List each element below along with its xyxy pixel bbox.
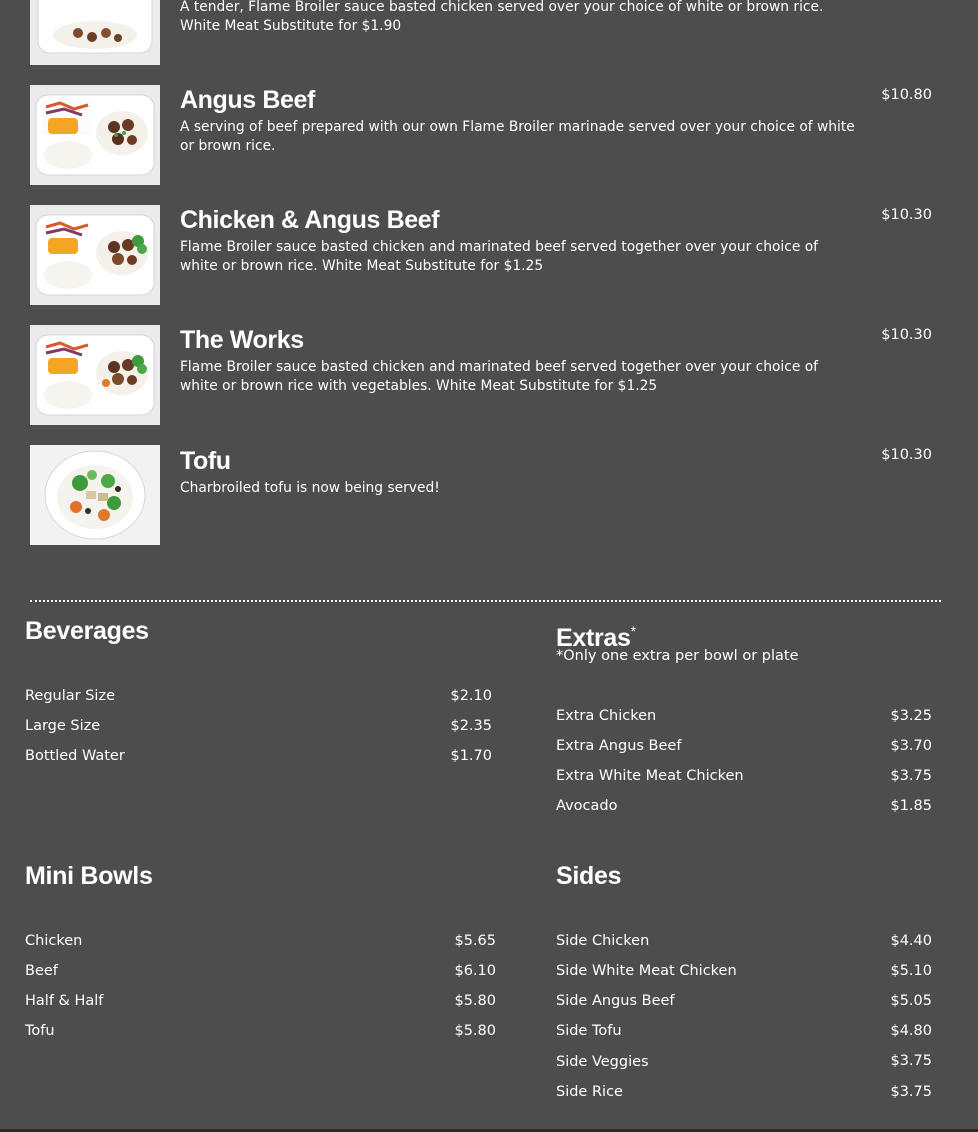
section-divider <box>30 600 941 602</box>
item-description: A tender, Flame Broiler sauce basted chicken served over your choice of white or brown rice. White Meat Substitute for $1.90 <box>180 0 824 34</box>
list-item-name: Side Angus Beef <box>556 993 675 1009</box>
list-item-name: Avocado <box>556 798 618 814</box>
list-item-price: $4.80 <box>890 1023 932 1039</box>
item-price: $10.80 <box>881 87 932 103</box>
list-item-price: $3.75 <box>890 768 932 784</box>
list-item-price: $5.80 <box>454 993 496 1009</box>
list-item-price: $4.40 <box>890 933 932 949</box>
item-title: Angus Beef <box>180 86 315 114</box>
item-description: Flame Broiler sauce basted chicken and marinated beef served together over your choice of white or brown rice. White Meat Substitute for $1.25 <box>180 239 819 274</box>
list-item-name: Tofu <box>25 1023 55 1039</box>
plate-chicken-photo[interactable] <box>30 0 160 65</box>
item-description: Flame Broiler sauce basted chicken and marinated beef served together over your choice of white or brown rice with vegetables. White Meat Substitute for $1.25 <box>180 359 819 394</box>
section-title-text: Extras <box>556 624 631 652</box>
section-note: *Only one extra per bowl or plate <box>556 648 799 664</box>
list-item-price: $2.35 <box>450 718 492 734</box>
list-item-name: Extra Chicken <box>556 708 657 724</box>
section-title: Beverages <box>25 617 149 645</box>
list-item-price: $5.80 <box>454 1023 496 1039</box>
list-item-price: $2.10 <box>450 688 492 704</box>
list-item-name: Extra Angus Beef <box>556 738 682 754</box>
list-item-name: Chicken <box>25 933 83 949</box>
list-item-name: Side White Meat Chicken <box>556 963 737 979</box>
list-item-name: Side Veggies <box>556 1054 649 1070</box>
item-title: Tofu <box>180 447 231 475</box>
list-item-price: $3.25 <box>890 708 932 724</box>
item-title: Chicken & Angus Beef <box>180 206 440 234</box>
item-price: $10.30 <box>881 327 932 343</box>
list-item-name: Beef <box>25 963 58 979</box>
list-item-price: $6.10 <box>454 963 496 979</box>
plate-works-photo[interactable] <box>30 325 160 425</box>
list-item-name: Regular Size <box>25 688 115 704</box>
list-item-price: $3.70 <box>890 738 932 754</box>
list-item-price: $3.75 <box>890 1053 932 1069</box>
list-item-name: Half & Half <box>25 993 104 1009</box>
list-item-name: Extra White Meat Chicken <box>556 768 744 784</box>
section-title: Mini Bowls <box>25 862 153 890</box>
item-price: $10.30 <box>881 447 932 463</box>
item-title: The Works <box>180 326 304 354</box>
list-item-name: Bottled Water <box>25 748 125 764</box>
list-item-name: Side Tofu <box>556 1023 622 1039</box>
list-item-price: $1.70 <box>450 748 492 764</box>
list-item-price: $1.85 <box>890 798 932 814</box>
plate-chicken-beef-photo[interactable] <box>30 205 160 305</box>
list-item-price: $5.65 <box>454 933 496 949</box>
item-description: Charbroiled tofu is now being served! <box>180 480 440 496</box>
plate-beef-photo[interactable] <box>30 85 160 185</box>
list-item-price: $5.10 <box>890 963 932 979</box>
item-price: $10.30 <box>881 207 932 223</box>
bowl-tofu-photo[interactable] <box>30 445 160 545</box>
list-item-name: Large Size <box>25 718 101 734</box>
item-description: A serving of beef prepared with our own Flame Broiler marinade served over your choice of white or brown rice. <box>180 119 855 154</box>
list-item-name: Side Chicken <box>556 933 650 949</box>
section-title: Sides <box>556 862 622 890</box>
list-item-price: $5.05 <box>890 993 932 1009</box>
list-item-name: Side Rice <box>556 1084 623 1100</box>
footnote-mark: * <box>630 623 636 639</box>
list-item-price: $3.75 <box>890 1084 932 1100</box>
